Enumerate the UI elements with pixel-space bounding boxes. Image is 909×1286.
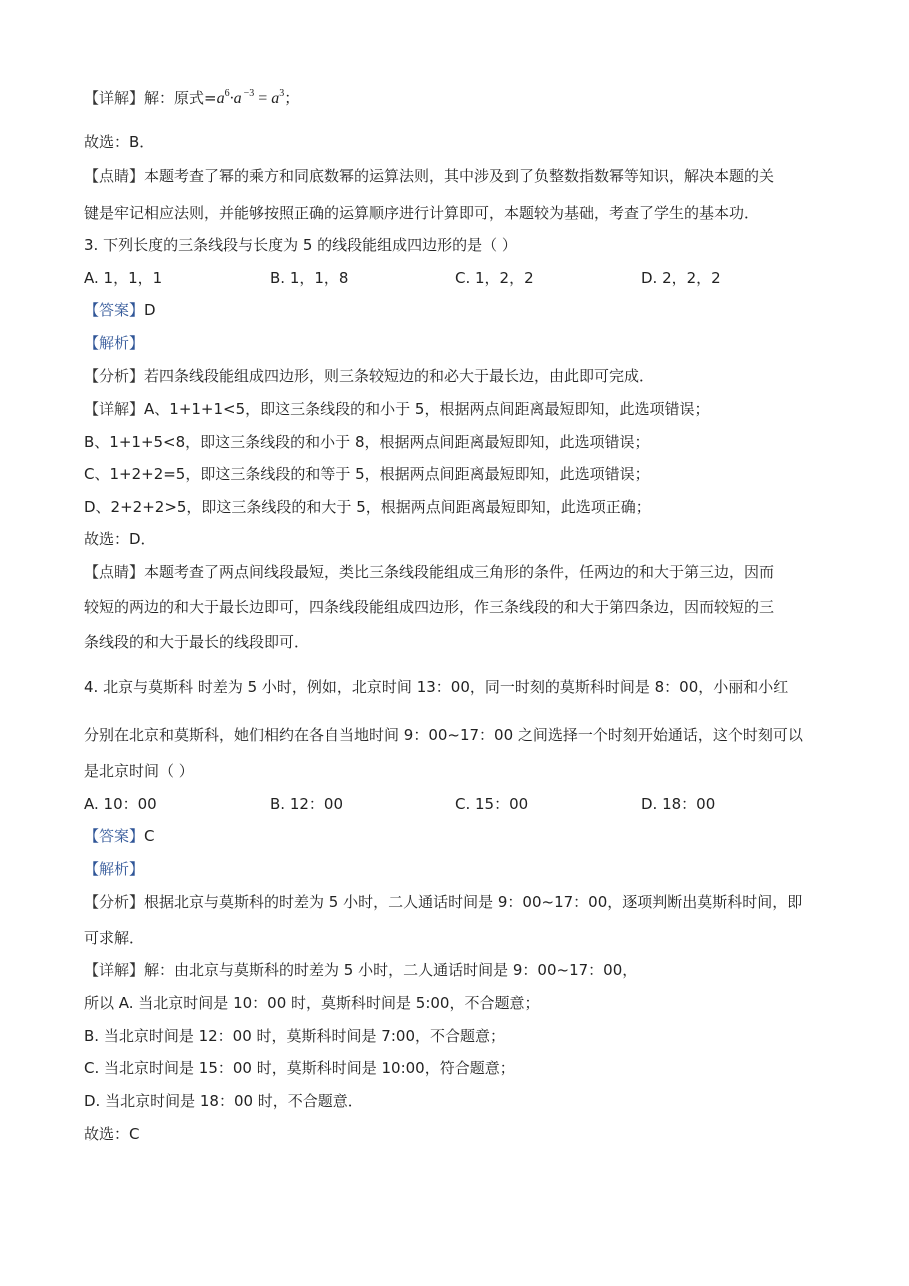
answer-value: D: [144, 301, 156, 319]
q4-detail-line-3: B. 当北京时间是 12：00 时，莫斯科时间是 7:00，不合题意；: [84, 1027, 505, 1045]
q3-choose: 故选：D．: [84, 530, 156, 548]
detail-prefix: 解：原式=: [144, 89, 217, 107]
q3-stem: 3. 下列长度的三条线段与长度为 5 的线段能组成四边形的是（ ）: [84, 236, 517, 254]
q3-option-a: A. 1，1，1: [84, 269, 163, 287]
comment-tag: 【点睛】: [84, 167, 145, 185]
intro-detail-line: [84, 88, 299, 111]
q3-comment-line-1: 【点睛】本题考查了两点间线段最短，类比三条线段能组成三角形的条件，任两边的和大于第三边，因而: [84, 563, 775, 581]
q4-stem-line-1: 4. 北京与莫斯科 时差为 5 小时，例如，北京时间 13：00，同一时刻的莫斯科时间是 8：00，小丽和小红: [84, 678, 789, 696]
q4-analysis-line-2: 可求解．: [84, 929, 145, 947]
q3-detail-line-2: B、1+1+5<8，即这三条线段的和小于 8，根据两点间距离最短即知，此选项错误；: [84, 433, 650, 451]
q3-analysis-line: 【分析】若四条线段能组成四边形，则三条较短边的和必大于最长边，由此即可完成．: [84, 367, 655, 385]
q4-detail-line-4: C. 当北京时间是 15：00 时，莫斯科时间是 10:00，符合题意；: [84, 1059, 515, 1077]
q4-detail-line-5: D. 当北京时间是 18：00 时，不合题意．: [84, 1092, 363, 1110]
q4-stem-line-2: 分别在北京和莫斯科，她们相约在各自当地时间 9：00~17：00 之间选择一个时刻开始通话，这个时刻可以: [84, 726, 803, 744]
q4-option-b: B. 12：00: [270, 795, 344, 813]
q3-detail-line-1: 【详解】A、1+1+1<5，即这三条线段的和小于 5，根据两点间距离最短即知，此选项错误；: [84, 400, 710, 418]
q4-option-a: A. 10：00: [84, 795, 157, 813]
q3-option-d: D. 2，2，2: [641, 269, 721, 287]
q4-choose: 故选：C: [84, 1125, 140, 1143]
detail-end: ；: [284, 89, 300, 107]
answer-tag: 【答案】: [84, 827, 145, 845]
q3-option-c: C. 1，2，2: [455, 269, 534, 287]
q4-stem-line-3: 是北京时间（ ）: [84, 762, 194, 780]
answer-value: C: [144, 827, 155, 845]
q4-detail-line-1: 【详解】解：由北京与莫斯科的时差为 5 小时，二人通话时间是 9：00~17：00，: [84, 961, 638, 979]
q3-detail-line-3: C、1+2+2=5，即这三条线段的和等于 5，根据两点间距离最短即知，此选项错误；: [84, 465, 650, 483]
intro-comment-line-2: 键是牢记相应法则，并能够按照正确的运算顺序进行计算即可，本题较为基础，考查了学生的基本功．: [84, 204, 760, 222]
q3-option-b: B. 1，1，8: [270, 269, 349, 287]
q3-comment-line-2: 较短的两边的和大于最长边即可，四条线段能组成四边形，作三条线段的和大于第四条边，因而较短的三: [84, 598, 775, 616]
q3-answer-line: [84, 300, 156, 320]
q4-answer-line: [84, 826, 155, 846]
intro-comment-line-1: 【点睛】本题考查了幂的乘方和同底数幂的运算法则，其中涉及到了负整数指数幂等知识，解决本题的关: [84, 167, 775, 185]
answer-tag: 【答案】: [84, 301, 145, 319]
detail-tag: 【详解】: [84, 89, 145, 107]
q4-analysis-tag: 【解析】: [84, 860, 145, 878]
q4-option-c: C. 15：00: [455, 795, 529, 813]
q3-analysis-tag: 【解析】: [84, 334, 145, 352]
formula: $a^6\cdot a$ $^{-3} = a^3$: [216, 88, 285, 107]
q4-detail-line-2: 所以 A. 当北京时间是 10：00 时，莫斯科时间是 5:00，不合题意；: [84, 994, 540, 1012]
q4-analysis-line-1: 【分析】根据北京与莫斯科的时差为 5 小时，二人通话时间是 9：00~17：00，逐项判断出莫斯科时间，即: [84, 893, 803, 911]
q3-comment-line-3: 条线段的和大于最长的线段即可．: [84, 633, 310, 651]
q3-detail-line-4: D、2+2+2>5，即这三条线段的和大于 5，根据两点间距离最短即知，此选项正确；: [84, 498, 651, 516]
intro-choose: 故选：B．: [84, 133, 155, 151]
q4-option-d: D. 18：00: [641, 795, 716, 813]
